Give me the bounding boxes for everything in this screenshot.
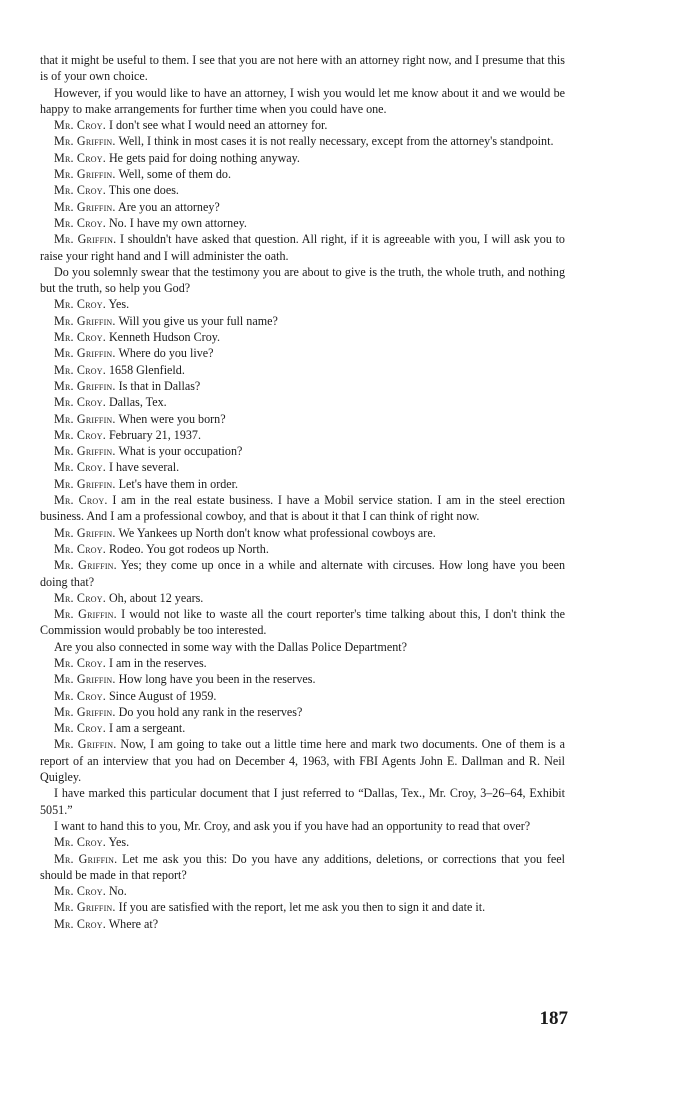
speaker-label: Mr. Griffin. (54, 313, 116, 328)
paragraph-text: How long have you been in the reserves. (118, 672, 316, 687)
transcript-paragraph (40, 476, 565, 492)
speaker-label: Mr. Croy. (54, 183, 106, 198)
transcript-paragraph (40, 378, 565, 394)
paragraph-text: I am in the real estate business. I have a Mobil service station. I am in the steel erection business. And I am a professional cowboy, and that is about it that I can think of right now. (40, 493, 565, 524)
transcript-paragraph (40, 215, 565, 231)
paragraph-text: Where at? (108, 916, 159, 931)
transcript-paragraph (40, 785, 565, 818)
paragraph-text: Let me ask you this: Do you have any additions, deletions, or corrections that you feel should be made in that report? (40, 851, 565, 882)
speaker-label: Mr. Griffin. (54, 672, 116, 687)
paragraph-text: Are you an attorney? (118, 199, 220, 214)
transcript-paragraph (40, 883, 565, 899)
transcript-paragraph (40, 704, 565, 720)
paragraph-text: No. I have my own attorney. (108, 215, 247, 230)
paragraph-text: I am in the reserves. (108, 655, 207, 670)
paragraph-text: 1658 Glenfield. (108, 362, 185, 377)
transcript-paragraph (40, 313, 565, 329)
paragraph-text: I have marked this particular document that I just referred to “Dallas, Tex., Mr. Croy, 3–26–64, Exhibit 5051.” (40, 786, 565, 817)
transcript-paragraph (40, 264, 565, 297)
transcript-paragraph (40, 590, 565, 606)
paragraph-text: Will you give us your full name? (118, 313, 278, 328)
paragraph-text: However, if you would like to have an attorney, I wish you would let me know about it and we would be happy to make arrangements for further time when you could have one. (40, 85, 565, 116)
transcript-paragraph (40, 834, 565, 850)
paragraph-text: Yes. (108, 835, 130, 850)
transcript-paragraph (40, 639, 565, 655)
speaker-label: Mr. Croy. (54, 541, 106, 556)
speaker-label: Mr. Croy. (54, 721, 106, 736)
paragraph-text: If you are satisfied with the report, let me ask you then to sign it and date it. (118, 900, 486, 915)
paragraph-text: Are you also connected in some way with the Dallas Police Department? (54, 639, 407, 654)
transcript-paragraph (40, 916, 565, 932)
paragraph-text: Yes; they come up once in a while and alternate with circuses. How long have you been doing that? (40, 558, 565, 589)
transcript-paragraph (40, 443, 565, 459)
transcript-paragraph (40, 525, 565, 541)
transcript-paragraph (40, 720, 565, 736)
paragraph-text: Rodeo. You got rodeos up North. (108, 541, 269, 556)
speaker-label: Mr. Griffin. (54, 134, 116, 149)
transcript-paragraph (40, 199, 565, 215)
paragraph-text: He gets paid for doing nothing anyway. (108, 150, 300, 165)
speaker-label: Mr. Croy. (54, 150, 106, 165)
transcript-paragraph (40, 231, 565, 264)
paragraph-text: Well, I think in most cases it is not really necessary, except from the attorney's standpoint. (118, 134, 554, 149)
paragraph-text: When were you born? (118, 411, 226, 426)
speaker-label: Mr. Croy. (54, 460, 106, 475)
paragraph-text: What is your occupation? (118, 444, 243, 459)
transcript-paragraph (40, 394, 565, 410)
transcript-paragraph (40, 818, 565, 834)
speaker-label: Mr. Griffin. (54, 378, 116, 393)
speaker-label: Mr. Croy. (54, 835, 106, 850)
speaker-label: Mr. Griffin. (54, 558, 117, 573)
speaker-label: Mr. Griffin. (54, 737, 117, 752)
transcript-paragraph (40, 52, 565, 85)
transcript-paragraph (40, 133, 565, 149)
paragraph-text: Dallas, Tex. (108, 395, 167, 410)
transcript-paragraph (40, 655, 565, 671)
transcript-paragraph (40, 345, 565, 361)
paragraph-text: February 21, 1937. (108, 427, 201, 442)
paragraph-text: Yes. (108, 297, 130, 312)
transcript-paragraph (40, 459, 565, 475)
paragraph-text: Well, some of them do. (118, 167, 232, 182)
speaker-label: Mr. Croy. (54, 590, 106, 605)
paragraph-text: Do you hold any rank in the reserves? (118, 704, 303, 719)
speaker-label: Mr. Croy. (54, 884, 106, 899)
transcript-paragraph (40, 492, 565, 525)
speaker-label: Mr. Croy. (54, 655, 106, 670)
speaker-label: Mr. Croy. (54, 118, 106, 133)
paragraph-text: I don't see what I would need an attorney for. (108, 118, 328, 133)
speaker-label: Mr. Griffin. (54, 411, 116, 426)
speaker-label: Mr. Croy. (54, 395, 106, 410)
speaker-label: Mr. Croy. (54, 330, 106, 345)
speaker-label: Mr. Croy. (54, 916, 106, 931)
paragraph-text: I want to hand this to you, Mr. Croy, and ask you if you have had an opportunity to read that over? (54, 818, 531, 833)
page-number: 187 (539, 1008, 568, 1029)
transcript-paragraph (40, 541, 565, 557)
speaker-label: Mr. Griffin. (54, 525, 116, 540)
paragraph-text: This one does. (108, 183, 179, 198)
paragraph-text: Now, I am going to take out a little time here and mark two documents. One of them is a report of an interview that you had on December 4, 1963, with FBI Agents John E. Dallman and R. Neil Quigley. (40, 737, 566, 785)
paragraph-text: Since August of 1959. (108, 688, 217, 703)
speaker-label: Mr. Griffin. (54, 346, 116, 361)
transcript-paragraph (40, 362, 565, 378)
transcript-paragraph (40, 427, 565, 443)
transcript-paragraph (40, 182, 565, 198)
transcript-paragraph (40, 411, 565, 427)
speaker-label: Mr. Croy. (54, 427, 106, 442)
speaker-label: Mr. Croy. (54, 688, 106, 703)
transcript-paragraph (40, 671, 565, 687)
paragraph-text: that it might be useful to them. I see that you are not here with an attorney right now, and I presume that this is of your own choice. (40, 53, 565, 84)
speaker-label: Mr. Griffin. (54, 199, 116, 214)
speaker-label: Mr. Griffin. (54, 851, 118, 866)
speaker-label: Mr. Griffin. (54, 232, 117, 247)
speaker-label: Mr. Griffin. (54, 704, 116, 719)
paragraph-text: I am a sergeant. (108, 721, 186, 736)
speaker-label: Mr. Griffin. (54, 900, 116, 915)
transcript-paragraph (40, 606, 565, 639)
transcript-paragraph (40, 736, 565, 785)
paragraph-text: Do you solemnly swear that the testimony you are about to give is the truth, the whole truth, and nothing but the truth, so help you God? (40, 264, 565, 296)
transcript-body (40, 52, 565, 932)
speaker-label: Mr. Croy. (54, 362, 106, 377)
transcript-paragraph (40, 166, 565, 182)
paragraph-text: Let's have them in order. (118, 476, 239, 491)
transcript-paragraph (40, 688, 565, 704)
transcript-paragraph (40, 117, 565, 133)
paragraph-text: I have several. (108, 460, 180, 475)
transcript-paragraph (40, 150, 565, 166)
paragraph-text: Where do you live? (118, 346, 214, 361)
transcript-paragraph (40, 899, 565, 915)
transcript-paragraph (40, 851, 565, 884)
paragraph-text: No. (108, 884, 127, 899)
speaker-label: Mr. Griffin. (54, 476, 116, 491)
transcript-paragraph (40, 296, 565, 312)
paragraph-text: We Yankees up North don't know what professional cowboys are. (118, 525, 436, 540)
paragraph-text: Is that in Dallas? (118, 378, 201, 393)
paragraph-text: I shouldn't have asked that question. All right, if it is agreeable with you, I will ask you to raise your right hand and I will administer the oath. (40, 232, 565, 263)
transcript-paragraph (40, 329, 565, 345)
speaker-label: Mr. Croy. (54, 297, 106, 312)
speaker-label: Mr. Griffin. (54, 444, 116, 459)
speaker-label: Mr. Croy. (54, 215, 106, 230)
paragraph-text: Oh, about 12 years. (108, 590, 204, 605)
transcript-paragraph (40, 85, 565, 118)
transcript-paragraph (40, 557, 565, 590)
speaker-label: Mr. Croy. (54, 493, 108, 508)
paragraph-text: I would not like to waste all the court reporter's time talking about this, I don't think the Commission would probably be too interested. (40, 607, 565, 638)
speaker-label: Mr. Griffin. (54, 607, 117, 622)
speaker-label: Mr. Griffin. (54, 167, 116, 182)
paragraph-text: Kenneth Hudson Croy. (108, 330, 221, 345)
